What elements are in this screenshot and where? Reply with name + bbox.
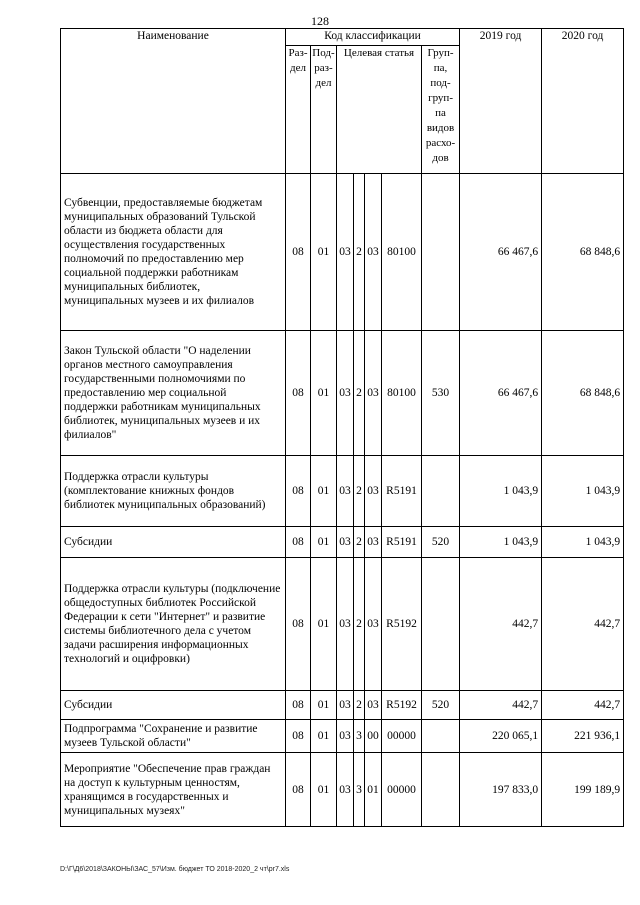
row-razdel: 08	[286, 456, 311, 527]
row-target-subprogram: 3	[354, 720, 365, 753]
row-target-subprogram: 2	[354, 691, 365, 720]
row-podrazdel: 01	[311, 753, 337, 827]
row-razdel: 08	[286, 527, 311, 558]
row-2019: 66 467,6	[460, 331, 542, 456]
row-podrazdel: 01	[311, 527, 337, 558]
row-group: 520	[422, 527, 460, 558]
row-name: Субсидии	[61, 691, 286, 720]
row-razdel: 08	[286, 558, 311, 691]
row-2020: 1 043,9	[542, 456, 624, 527]
row-name: Подпрограмма "Сохранение и развитие музеев Тульской области"	[61, 720, 286, 753]
row-group	[422, 174, 460, 331]
row-group	[422, 720, 460, 753]
row-name: Поддержка отрасли культуры (подключение общедоступных библиотек Российской Федерации к сети "Интернет" и развитие системы библиотечного дела с учетом задачи расширения информационных технологий и оцифровки)	[61, 558, 286, 691]
row-target-event: 00	[365, 720, 382, 753]
row-target-program: 03	[337, 174, 354, 331]
row-target-direction: 00000	[382, 753, 422, 827]
row-razdel: 08	[286, 753, 311, 827]
row-2019: 442,7	[460, 691, 542, 720]
row-2020: 442,7	[542, 691, 624, 720]
row-target-event: 03	[365, 174, 382, 331]
row-target-event: 03	[365, 691, 382, 720]
row-target-direction: 80100	[382, 331, 422, 456]
row-podrazdel: 01	[311, 691, 337, 720]
header-razdel: Раз- дел	[286, 46, 311, 174]
row-target-subprogram: 2	[354, 527, 365, 558]
table-row	[61, 331, 624, 456]
row-2019: 1 043,9	[460, 527, 542, 558]
row-target-direction: 00000	[382, 720, 422, 753]
row-target-direction: 80100	[382, 174, 422, 331]
row-target-event: 03	[365, 331, 382, 456]
row-2020: 1 043,9	[542, 527, 624, 558]
row-group	[422, 753, 460, 827]
row-name: Мероприятие "Обеспечение прав граждан на доступ к культурным ценностям, хранящимся в государственных и муниципальных музеях"	[61, 753, 286, 827]
table-row	[61, 558, 624, 691]
table-row	[61, 720, 624, 753]
row-2020: 199 189,9	[542, 753, 624, 827]
footer-file-path: D:\Г\Д6\2018\ЗАКОНЫ\ЗАС_57\Изм. бюджет ТО 2018-2020_2 чт\pr7.xls	[60, 866, 290, 873]
row-razdel: 08	[286, 691, 311, 720]
page-number: 128	[311, 14, 329, 28]
row-target-event: 03	[365, 527, 382, 558]
table-row	[61, 174, 624, 331]
row-podrazdel: 01	[311, 720, 337, 753]
row-group: 520	[422, 691, 460, 720]
row-target-direction: R5192	[382, 691, 422, 720]
row-name: Субвенции, предоставляемые бюджетам муниципальных образований Тульской области из бюджета области для осуществления государственных полномочий по предоставлению мер социальной поддержки работникам муниципальных библиотек, муниципальных музеев и их филиалов	[61, 174, 286, 331]
row-group	[422, 456, 460, 527]
row-target-subprogram: 2	[354, 331, 365, 456]
table-row	[61, 753, 624, 827]
row-target-subprogram: 2	[354, 456, 365, 527]
row-target-event: 03	[365, 456, 382, 527]
budget-table	[60, 28, 624, 827]
row-2020: 68 848,6	[542, 174, 624, 331]
row-2019: 220 065,1	[460, 720, 542, 753]
row-group	[422, 558, 460, 691]
row-2020: 221 936,1	[542, 720, 624, 753]
header-podrazdel: Под- раз- дел	[311, 46, 337, 174]
row-target-program: 03	[337, 720, 354, 753]
row-name: Поддержка отрасли культуры (комплектование книжных фондов библиотек муниципальных образований)	[61, 456, 286, 527]
row-target-subprogram: 2	[354, 174, 365, 331]
row-name: Субсидии	[61, 527, 286, 558]
row-target-event: 01	[365, 753, 382, 827]
header-code-group: Код классификации	[286, 29, 460, 46]
row-podrazdel: 01	[311, 558, 337, 691]
row-2020: 68 848,6	[542, 331, 624, 456]
row-target-program: 03	[337, 331, 354, 456]
row-2019: 66 467,6	[460, 174, 542, 331]
row-target-program: 03	[337, 527, 354, 558]
header-name: Наименование	[61, 29, 286, 174]
row-target-program: 03	[337, 753, 354, 827]
row-podrazdel: 01	[311, 174, 337, 331]
row-2020: 442,7	[542, 558, 624, 691]
row-target-direction: R5191	[382, 456, 422, 527]
row-name: Закон Тульской области "О наделении органов местного самоуправления государственными полномочиями по предоставлению мер социальной поддержки работникам муниципальных библиотек, муниципальных музеев и их филиалов"	[61, 331, 286, 456]
row-2019: 197 833,0	[460, 753, 542, 827]
row-target-direction: R5191	[382, 527, 422, 558]
row-group: 530	[422, 331, 460, 456]
row-target-program: 03	[337, 691, 354, 720]
row-razdel: 08	[286, 174, 311, 331]
row-2019: 442,7	[460, 558, 542, 691]
row-2019: 1 043,9	[460, 456, 542, 527]
row-target-subprogram: 3	[354, 753, 365, 827]
row-target-direction: R5192	[382, 558, 422, 691]
header-target: Целевая статья	[337, 46, 422, 174]
row-razdel: 08	[286, 720, 311, 753]
row-podrazdel: 01	[311, 456, 337, 527]
row-target-program: 03	[337, 456, 354, 527]
header-year-2020: 2020 год	[542, 29, 624, 174]
table-row	[61, 456, 624, 527]
header-group: Груп- па, под- груп- па видов расхо- дов	[422, 46, 460, 174]
row-target-subprogram: 2	[354, 558, 365, 691]
row-podrazdel: 01	[311, 331, 337, 456]
row-target-program: 03	[337, 558, 354, 691]
row-target-event: 03	[365, 558, 382, 691]
row-razdel: 08	[286, 331, 311, 456]
header-year-2019: 2019 год	[460, 29, 542, 174]
table-row	[61, 527, 624, 558]
table-row	[61, 691, 624, 720]
